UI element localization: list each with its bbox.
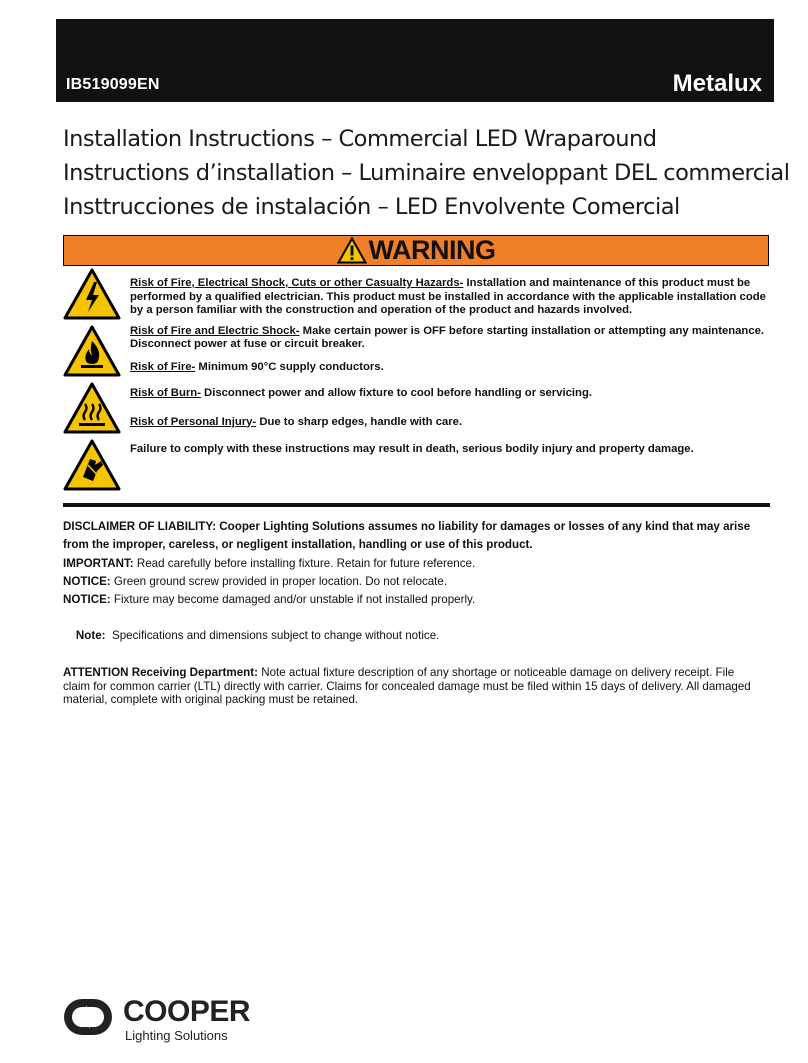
title-french: Instructions d’installation – Luminaire enveloppant DEL commercial bbox=[63, 160, 790, 186]
hazard-title: Risk of Fire- bbox=[130, 360, 196, 373]
notice-label: NOTICE: bbox=[63, 593, 111, 606]
logo-name: COOPER bbox=[123, 995, 251, 1028]
attention-text: Note actual fixture description of any shortage or noticeable damage on delivery receipt. File claim for common carrier (LTL) directly with carrier. Claims for concealed damage must be filed within 15 days of delivery. All damaged material, complete with original packing must be retained. bbox=[63, 666, 751, 706]
title-spanish: Insttrucciones de instalación – LED Envolvente Comercial bbox=[63, 194, 680, 220]
warning-label: WARNING bbox=[368, 235, 496, 265]
notice-text: Green ground screw provided in proper location. Do not relocate. bbox=[110, 575, 448, 588]
ground-screw-notice bbox=[63, 574, 763, 590]
notices-section bbox=[63, 518, 763, 707]
sharp-edges-icon bbox=[63, 439, 121, 491]
hazard-item bbox=[130, 416, 770, 430]
hazard-item bbox=[130, 277, 770, 318]
hazard-description: Disconnect power and allow fixture to cool before handling or servicing. bbox=[200, 387, 592, 399]
hazard-text bbox=[130, 277, 770, 457]
hazard-item bbox=[130, 325, 770, 352]
hazard-title: Risk of Personal Injury- bbox=[130, 415, 257, 428]
document-number: IB519099EN bbox=[66, 76, 160, 93]
hazard-description: Make certain power is OFF before starting installation or attempting any maintenance. Disconnect power at fuse or circuit breaker. bbox=[130, 324, 765, 350]
disclaimer-notice bbox=[63, 518, 763, 554]
hazard-title: Risk of Fire, Electrical Shock, Cuts or other Casualty Hazards- bbox=[130, 277, 464, 289]
important-text: Read carefully before installing fixture. Retain for future reference. bbox=[133, 557, 476, 570]
section-divider bbox=[63, 503, 770, 507]
attention-notice bbox=[63, 666, 763, 707]
hazard-description: Minimum 90°C supply conductors. bbox=[195, 360, 384, 373]
hazard-description: Installation and maintenance of this product must be performed by a qualified electrician. This product must be installed in accordance with the applicable installation code by a person familiar with the construction and operation of the product and hazards involved. bbox=[130, 277, 766, 316]
hazard-item bbox=[130, 387, 770, 401]
attention-label: ATTENTION Receiving Department: bbox=[63, 666, 258, 679]
failure-notice: Failure to comply with these instructions may result in death, serious bodily injury and property damage. bbox=[130, 443, 694, 455]
important-notice bbox=[63, 556, 763, 572]
hazard-icons bbox=[63, 268, 123, 496]
warning-triangle-icon bbox=[337, 237, 367, 264]
disclaimer-text: Cooper Lighting Solutions assumes no liability for damages or losses of any kind that may arise from the improper, careless, or negligent installation, handling or use of this product. bbox=[63, 520, 751, 551]
document-titles bbox=[63, 122, 790, 224]
disclaimer-label: DISCLAIMER OF LIABILITY: bbox=[63, 520, 217, 533]
warning-banner bbox=[63, 235, 769, 266]
title-english: Installation Instructions – Commercial LED Wraparound bbox=[63, 126, 657, 152]
note-label: Note: bbox=[75, 629, 106, 642]
hot-surface-icon bbox=[63, 382, 121, 434]
hazard-title: Risk of Burn- bbox=[130, 387, 201, 399]
brand-name: Metalux bbox=[672, 70, 762, 97]
hazard-description: Due to sharp edges, handle with care. bbox=[256, 415, 463, 428]
specifications-note bbox=[63, 612, 763, 660]
fixture-damage-notice bbox=[63, 592, 763, 608]
cooper-logo bbox=[62, 995, 322, 1045]
hazard-title: Risk of Fire and Electric Shock- bbox=[130, 324, 300, 337]
notice-label: NOTICE: bbox=[63, 575, 111, 588]
notice-text: Fixture may become damaged and/or unstable if not installed properly. bbox=[110, 593, 476, 606]
fire-icon bbox=[63, 325, 121, 377]
document-header bbox=[56, 19, 774, 102]
note-text: Specifications and dimensions subject to change without notice. bbox=[105, 629, 440, 642]
important-label: IMPORTANT: bbox=[63, 557, 134, 570]
logo-subtitle: Lighting Solutions bbox=[125, 1028, 228, 1043]
cooper-logo-mark-icon bbox=[62, 997, 114, 1037]
hazard-item bbox=[130, 361, 770, 375]
electric-shock-icon bbox=[63, 268, 121, 320]
